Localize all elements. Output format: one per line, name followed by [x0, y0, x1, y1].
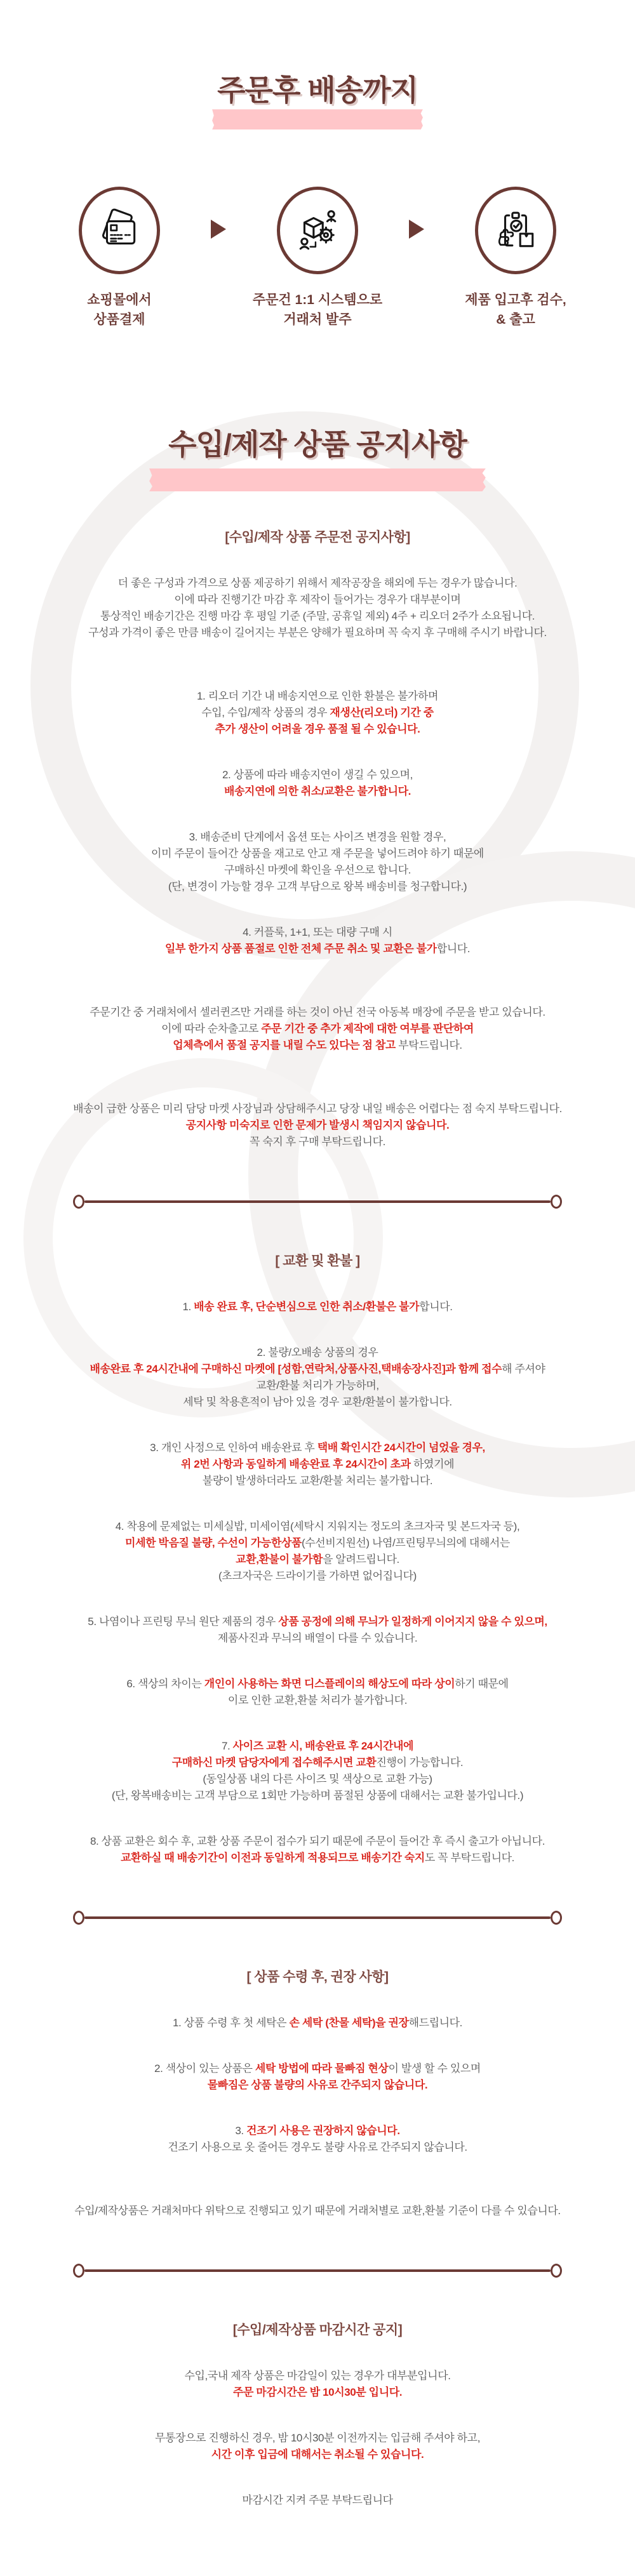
order-flow-title-wrap [217, 55, 418, 126]
order-flow-title: 주문후 배송까지 [217, 73, 418, 107]
section-divider [73, 1911, 562, 1925]
divider-ring-icon [551, 1195, 562, 1209]
section-divider [73, 2264, 562, 2278]
notice-paragraph: 3. 개인 사정으로 인하여 배송완료 후 택배 확인시간 24시간이 넘었을 경우, 위 2번 사항과 동일하게 배송완료 후 24시간이 초과 하였기에 불량이 발생하더라도 교환/환불 처리는 불가합니다. [150, 1442, 485, 1487]
notice-paragraph: 8. 상품 교환은 회수 후, 교환 상품 주문이 접수가 되기 때문에 주문이 들어간 후 즉시 출고가 아닙니다. 교환하실 때 배송기간이 이전과 동일하게 적용되므로 배송기간 숙지도 꼭 부탁드립니다. [90, 1835, 545, 1864]
flow-step-inspection [446, 187, 585, 329]
notice-paragraph: 4. 착용에 문제없는 미세실밥, 미세이염(세탁시 지워지는 정도의 초크자국 및 본드자국 등), 미세한 박음질 불량, 수선이 가능한상품(수선비지원선) 나염/프린팅무늬의에 대해서는 교환,환불이 불가함을 알려드립니다. (초크자국은 드라이기를 가하면 없어집니다) [115, 1520, 520, 1583]
notice-paragraph: 2. 색상이 있는 상품은 세탁 방법에 따라 물빠짐 현상이 발생 할 수 있으며 물빠짐은 상품 불량의 사유로 간주되지 않습니다. [154, 2062, 481, 2092]
order-flow-steps [25, 187, 610, 329]
flow-step-order-system [248, 187, 387, 329]
order-flow-section [25, 55, 610, 329]
divider-rule [84, 1916, 551, 1919]
notice-paragraph: 수입/제작상품은 거래처마다 위탁으로 진행되고 있기 때문에 거래처별로 교환,환불 기준이 다를 수 있습니다. [74, 2205, 561, 2217]
notice-paragraph: 3. 배송준비 단계에서 옵션 또는 사이즈 변경을 원할 경우, 이미 주문이 들어간 상품을 재고로 안고 재 주문을 넣어드려야 하기 때문에 구매하신 마켓에 확인을 우선으로 합니다. (단, 변경이 가능할 경우 고객 부담으로 왕복 배송비를 청구합니다.) [151, 831, 484, 893]
notice-paragraph: 무통장으로 진행하신 경우, 밤 10시30분 이전까지는 입금해 주셔야 하고, 시간 이후 입금에 대해서는 취소될 수 있습니다. [154, 2432, 481, 2461]
arrow-right-icon [409, 220, 424, 239]
step-label: 제품 입고후 검수, & 출고 [465, 293, 566, 327]
arrow-right-icon [211, 220, 226, 239]
notice-paragraph: 주문기간 중 거래처에서 셀러퀸즈만 거래를 하는 것이 아닌 전국 아동복 매장에 주문을 받고 있습니다. 이에 따라 순차출고로 주문 기간 중 추가 제작에 대한 여부를 판단하여 업체측에서 품절 공지를 내릴 수도 있다는 점 참고 부탁드립니다. [90, 1006, 545, 1052]
section-heading: [수입/제작상품 마감시간 공지] [232, 2323, 403, 2338]
notice-paragraph: 더 좋은 구성과 가격으로 상품 제공하기 위해서 제작공장을 해외에 두는 경우가 많습니다. 이에 따라 진행기간 마감 후 제작이 들어가는 경우가 대부분이며 통상적인 배송기간은 진행 마감 후 평일 기준 (주말, 공휴일 제외) 4주 + 리오더 2주가 소요됩니다. 구성과 가격이 좋은 만큼 배송이 길어지는 부분은 양해가 필요하며 꼭 숙지 후 구매해 주시기 바랍니다. [88, 577, 547, 639]
step-circle [277, 187, 358, 274]
notice-paragraph: 7. 사이즈 교환 시, 배송완료 후 24시간내에 구매하신 마켓 담당자에게 접수해주시면 교환진행이 가능합니다. (동일상품 내의 다른 사이즈 및 색상으로 교환 가능) (단, 왕복배송비는 고객 부담으로 1회만 가능하며 품절된 상품에 대해서는 교환 불가입니다.) [111, 1740, 524, 1802]
notice-paragraph: 배송이 급한 상품은 미리 담당 마켓 사장님과 상담해주시고 당장 내일 배송은 어렵다는 점 숙지 부탁드립니다. 공지사항 미숙지로 인한 문제가 발생시 책임지지 않습니다. 꼭 숙지 후 구매 부탁드립니다. [73, 1103, 562, 1148]
flow-step-payment [50, 187, 189, 329]
order-system-icon [295, 208, 340, 253]
notice-paragraph: 마감시간 지켜 주문 부탁드립니다 [242, 2494, 393, 2507]
step-circle [475, 187, 556, 274]
credit-card-icon [97, 208, 142, 253]
product-notice-section [25, 404, 610, 2509]
divider-ring-icon [73, 2264, 84, 2278]
notice-body [25, 527, 610, 2509]
step-label: 주문건 1:1 시스템으로 거래처 발주 [252, 293, 383, 327]
notice-paragraph: 수입,국내 제작 상품은 마감일이 있는 경우가 대부분입니다. 주문 마감시간은 밤 10시30분 입니다. [184, 2370, 451, 2399]
step-circle [79, 187, 160, 274]
notice-paragraph: 2. 불량/오배송 상품의 경우 배송완료 후 24시간내에 구매하신 마켓에 [성함,연락처,상품사진,택배송장사진]과 함께 접수해 주셔야 교환/환불 처리가 가능하며, 세탁 및 착용흔적이 남아 있을 경우 교환/환불이 불가합니다. [90, 1346, 545, 1409]
section-heading: [ 상품 수령 후, 권장 사항] [246, 1970, 389, 1985]
divider-ring-icon [73, 1195, 84, 1209]
inspection-shipping-icon [493, 208, 538, 253]
notice-paragraph: 1. 리오더 기간 내 배송지연으로 인한 환불은 불가하며 수입, 수입/제작 상품의 경우 재생산(리오더) 기간 중 추가 생산이 어려울 경우 품절 될 수 있습니다. [196, 690, 439, 736]
title-highlight-band [149, 468, 486, 491]
notice-paragraph: 3. 건조기 사용은 권장하지 않습니다. 건조기 사용으로 옷 줄어든 경우도 불량 사유로 간주되지 않습니다. [168, 2125, 467, 2154]
divider-ring-icon [73, 1911, 84, 1925]
title-highlight-band [212, 109, 423, 129]
section-divider [73, 1195, 562, 1209]
divider-ring-icon [551, 2264, 562, 2278]
notice-paragraph: 4. 커플룩, 1+1, 또는 대량 구매 시 일부 한가지 상품 품절로 인한 전체 주문 취소 및 교환은 불가합니다. [164, 926, 471, 955]
step-label: 쇼핑몰에서 상품결제 [87, 293, 152, 327]
divider-ring-icon [551, 1911, 562, 1925]
notice-paragraph: 1. 상품 수령 후 첫 세탁은 손 세탁 (찬물 세탁)을 권장해드립니다. [173, 2017, 462, 2029]
notice-title-wrap [168, 404, 467, 485]
notice-paragraph: 1. 배송 완료 후, 단순변심으로 인한 취소/환불은 불가합니다. [182, 1301, 453, 1313]
notice-title: 수입/제작 상품 공지사항 [168, 428, 467, 461]
divider-rule [84, 2269, 551, 2272]
notice-paragraph: 5. 나염이나 프린팅 무늬 원단 제품의 경우 상품 공정에 의해 무늬가 일정하게 이어지지 않을 수 있으며, 제품사진과 무늬의 배열이 다를 수 있습니다. [88, 1616, 547, 1645]
section-heading: [수입/제작 상품 주문전 공지사항] [225, 530, 410, 545]
notice-paragraph: 6. 색상의 차이는 개인이 사용하는 화면 디스플레이의 해상도에 따라 상이하기 때문에 이로 인한 교환,환불 처리가 불가합니다. [126, 1678, 509, 1707]
divider-rule [84, 1200, 551, 1203]
section-heading: [ 교환 및 환불 ] [275, 1254, 360, 1269]
notice-paragraph: 2. 상품에 따라 배송지연이 생길 수 있으며, 배송지연에 의한 취소/교환은 불가합니다. [222, 769, 413, 798]
